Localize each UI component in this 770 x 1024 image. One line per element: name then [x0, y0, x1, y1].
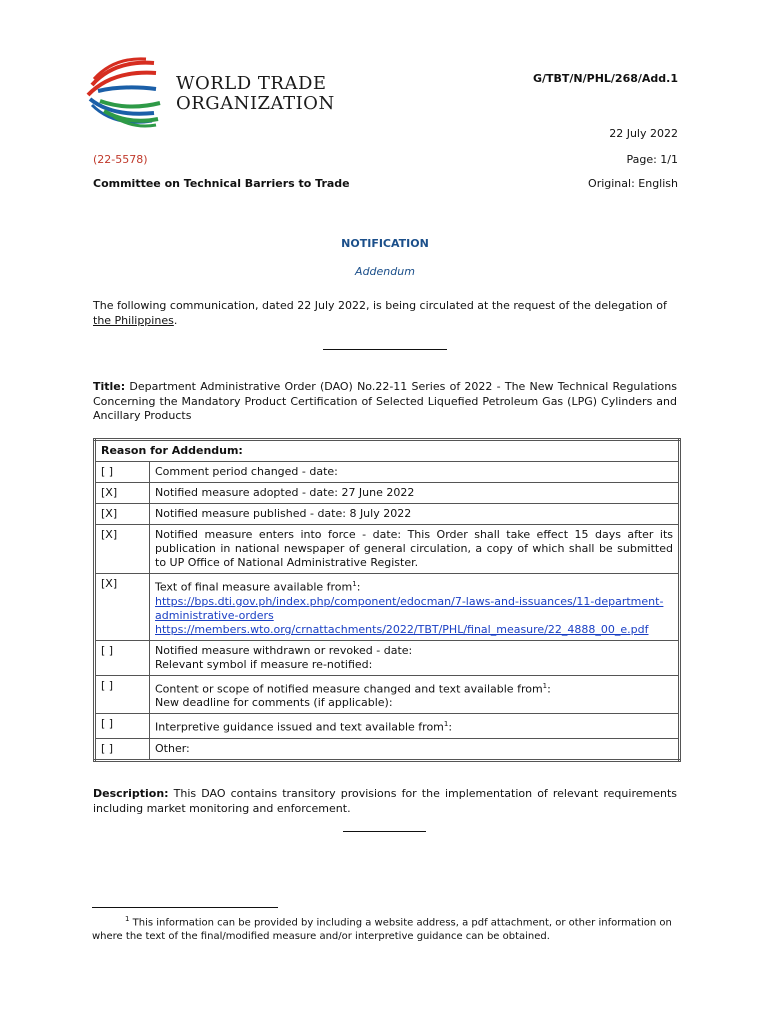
original-language: Original: English [588, 177, 678, 190]
reason-text: Comment period changed - date: [150, 462, 680, 483]
intro-text: The following communication, dated 22 July 2022, is being circulated at the request of the delegation of [93, 299, 667, 312]
checkbox-mark: [ ] [95, 462, 150, 483]
end-separator-rule [343, 831, 426, 832]
checkbox-mark: [ ] [95, 675, 150, 714]
checkbox-mark: [X] [95, 483, 150, 504]
reasons-header: Reason for Addendum: [95, 440, 680, 462]
title-text: Department Administrative Order (DAO) No.22-11 Series of 2022 - The New Technical Regulations Concerning the Mandatory Product Certification of Selected Liquefied Petroleum Gas (LPG) Cylinders and Ancillary Products [93, 380, 677, 422]
table-row [95, 714, 680, 739]
addendum-heading: Addendum [355, 265, 415, 278]
checkbox-mark: [X] [95, 574, 150, 641]
description-text: This DAO contains transitory provisions for the implementation of relevant requirements including market monitoring and enforcement. [93, 787, 677, 815]
wto-logo-icon [84, 55, 166, 130]
table-row [95, 483, 680, 504]
measure-link-wto[interactable]: https://members.wto.org/crnattachments/2022/TBT/PHL/final_measure/22_4888_00_e.pdf [155, 622, 649, 636]
table-row [95, 738, 680, 760]
intro-country: the Philippines [93, 313, 174, 327]
title-label: Title: [93, 380, 126, 393]
table-row [95, 462, 680, 483]
table-row [95, 504, 680, 525]
reason-subtext: Relevant symbol if measure re-notified: [155, 657, 373, 671]
reason-cell: Content or scope of notified measure changed and text available from$^1$: New deadline for comments (if applicable): [150, 675, 680, 714]
footnote-ref: 1 [352, 580, 357, 588]
table-row [95, 574, 680, 641]
checkbox-mark: [X] [95, 525, 150, 574]
footnote-text: This information can be provided by including a website address, a pdf attachment, or other information on where the text of the final/modified measure and/or interpretive guidance can be obtained. [92, 917, 672, 943]
reason-text: Content or scope of notified measure changed and text available from [155, 682, 543, 696]
document-number: (22-5578) [93, 153, 148, 166]
reason-cell: Text of final measure available from$^1$: https://bps.dti.gov.ph/index.php/component/edocman/7-laws-and-issuances/11-department-administrative-orders https://members.wto.org/crnattachments/2022/TBT/PHL/final_measure/22_4888_00_e.pdf [150, 574, 680, 641]
checkbox-mark: [ ] [95, 714, 150, 739]
description-paragraph [93, 787, 677, 816]
separator-rule [323, 349, 447, 350]
footnote-ref: 1 [542, 681, 548, 690]
document-symbol: G/TBT/N/PHL/268/Add.1 [532, 72, 678, 85]
footnote [92, 912, 680, 944]
reason-text: Interpretive guidance issued and text available from [155, 720, 444, 734]
committee-name: Committee on Technical Barriers to Trade [93, 177, 350, 190]
reason-text: Other: [150, 738, 680, 760]
measure-link-bps[interactable]: https://bps.dti.gov.ph/index.php/component/edocman/7-laws-and-issuances/11-department-administrative-orders [155, 594, 664, 622]
reason-text: Notified measure enters into force - date: This Order shall take effect 15 days after its publication in national newspaper of general circulation, a copy of which shall be submitted to UP Office of National Administrative Register. [150, 525, 680, 574]
wto-logo [84, 55, 344, 130]
page-indicator: Page: 1/1 [626, 153, 678, 166]
checkbox-mark: [X] [95, 504, 150, 525]
footnote-number: 1 [125, 915, 130, 923]
reason-cell: Interpretive guidance issued and text available from$^1$: [150, 714, 680, 739]
title-paragraph [93, 380, 677, 424]
reason-text: Text of final measure available from [155, 580, 353, 594]
intro-paragraph [93, 299, 677, 328]
footnote-separator [92, 907, 278, 908]
table-row [95, 640, 680, 675]
org-name-line2: ORGANIZATION [176, 93, 335, 114]
reason-text: Notified measure withdrawn or revoked - date: [155, 643, 413, 657]
reason-subtext: New deadline for comments (if applicable): [155, 696, 393, 710]
checkbox-mark: [ ] [95, 640, 150, 675]
footnote-ref: 1 [443, 720, 449, 729]
description-label: Description: [93, 787, 169, 800]
org-name-line1: WORLD TRADE [176, 73, 327, 94]
notification-heading: NOTIFICATION [341, 237, 429, 250]
table-row [95, 675, 680, 714]
reason-text: Notified measure adopted - date: 27 June 2022 [150, 483, 680, 504]
reasons-table [93, 438, 681, 762]
table-row [95, 525, 680, 574]
checkbox-mark: [ ] [95, 738, 150, 760]
intro-end: . [173, 313, 178, 327]
reason-cell [150, 640, 680, 675]
reason-text: Notified measure published - date: 8 July 2022 [150, 504, 680, 525]
document-date: 22 July 2022 [609, 127, 678, 140]
